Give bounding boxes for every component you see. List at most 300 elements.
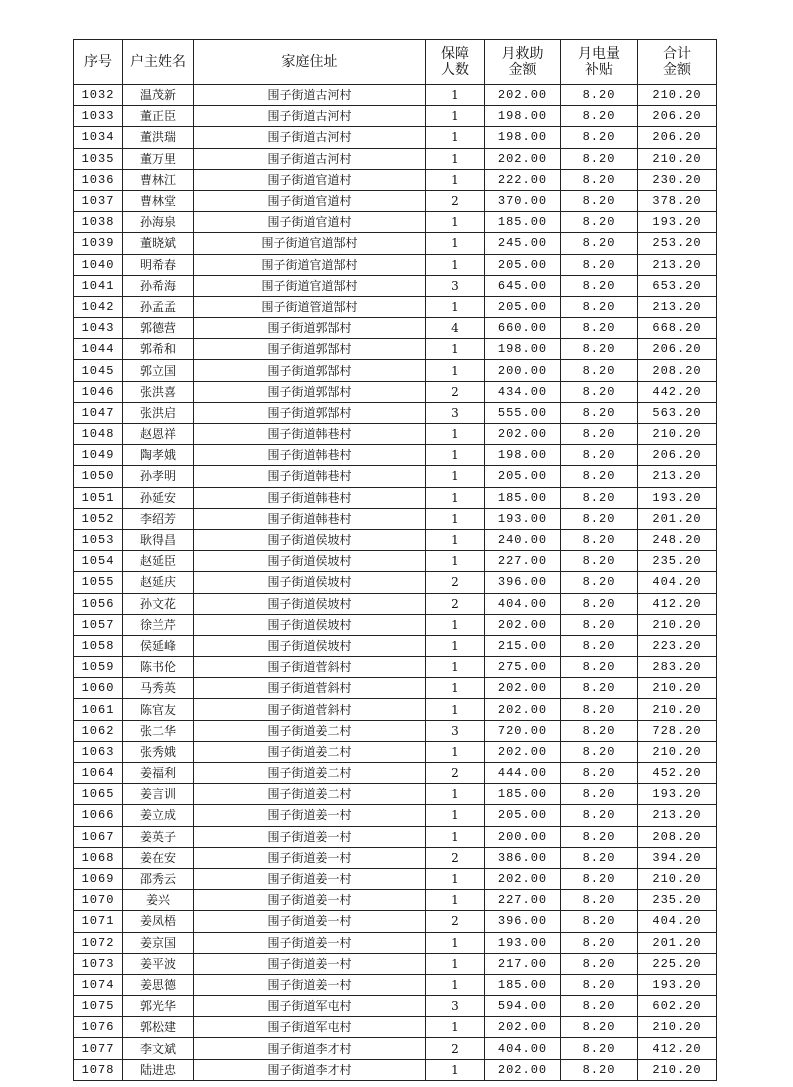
column-header-covered-persons: 保障 人数 <box>426 40 485 85</box>
home-address-cell: 围子街道韩巷村 <box>194 466 426 487</box>
monthly-relief-amount-cell: 386.00 <box>485 847 561 868</box>
table-row <box>74 572 717 593</box>
monthly-relief-amount-cell: 555.00 <box>485 402 561 423</box>
total-amount-cell: 213.20 <box>638 805 717 826</box>
covered-persons-cell: 1 <box>426 657 485 678</box>
table-row <box>74 996 717 1017</box>
covered-persons-cell: 2 <box>426 572 485 593</box>
covered-persons-cell: 1 <box>426 974 485 995</box>
total-amount-cell: 404.20 <box>638 572 717 593</box>
covered-persons-cell: 2 <box>426 190 485 211</box>
home-address-cell: 围子街道姜一村 <box>194 953 426 974</box>
monthly-electricity-subsidy-cell: 8.20 <box>561 593 638 614</box>
monthly-relief-amount-cell: 202.00 <box>485 741 561 762</box>
table-row <box>74 953 717 974</box>
household-head-name-cell: 陈书伦 <box>123 657 194 678</box>
monthly-electricity-subsidy-cell: 8.20 <box>561 614 638 635</box>
household-head-name-cell: 侯延峰 <box>123 635 194 656</box>
serial-number-cell: 1057 <box>74 614 123 635</box>
table-row <box>74 169 717 190</box>
table-row <box>74 657 717 678</box>
household-head-name-cell: 姜福利 <box>123 763 194 784</box>
total-amount-cell: 223.20 <box>638 635 717 656</box>
household-head-name-cell: 孙孝明 <box>123 466 194 487</box>
monthly-relief-amount-cell: 240.00 <box>485 529 561 550</box>
monthly-electricity-subsidy-cell: 8.20 <box>561 402 638 423</box>
serial-number-cell: 1037 <box>74 190 123 211</box>
monthly-relief-amount-cell: 202.00 <box>485 699 561 720</box>
home-address-cell: 围子街道姜一村 <box>194 911 426 932</box>
table-row <box>74 551 717 572</box>
total-amount-cell: 206.20 <box>638 127 717 148</box>
home-address-cell: 围子街道韩巷村 <box>194 424 426 445</box>
household-head-name-cell: 姜京国 <box>123 932 194 953</box>
monthly-electricity-subsidy-cell: 8.20 <box>561 974 638 995</box>
monthly-relief-amount-cell: 720.00 <box>485 720 561 741</box>
covered-persons-cell: 1 <box>426 127 485 148</box>
monthly-relief-amount-cell: 202.00 <box>485 148 561 169</box>
home-address-cell: 围子街道郭郜村 <box>194 381 426 402</box>
total-amount-cell: 602.20 <box>638 996 717 1017</box>
covered-persons-cell: 1 <box>426 424 485 445</box>
serial-number-cell: 1070 <box>74 890 123 911</box>
monthly-relief-amount-cell: 202.00 <box>485 424 561 445</box>
monthly-electricity-subsidy-cell: 8.20 <box>561 932 638 953</box>
household-head-name-cell: 姜言训 <box>123 784 194 805</box>
household-head-name-cell: 董晓斌 <box>123 233 194 254</box>
serial-number-cell: 1032 <box>74 85 123 106</box>
monthly-relief-amount-cell: 205.00 <box>485 466 561 487</box>
serial-number-cell: 1053 <box>74 529 123 550</box>
monthly-relief-amount-cell: 198.00 <box>485 127 561 148</box>
table-row <box>74 784 717 805</box>
home-address-cell: 围子街道侯坡村 <box>194 593 426 614</box>
home-address-cell: 围子街道侯坡村 <box>194 529 426 550</box>
monthly-electricity-subsidy-cell: 8.20 <box>561 339 638 360</box>
covered-persons-cell: 1 <box>426 445 485 466</box>
home-address-cell: 围子街道郭郜村 <box>194 360 426 381</box>
monthly-electricity-subsidy-cell: 8.20 <box>561 847 638 868</box>
household-head-name-cell: 赵延庆 <box>123 572 194 593</box>
serial-number-cell: 1078 <box>74 1059 123 1080</box>
monthly-electricity-subsidy-cell: 8.20 <box>561 529 638 550</box>
covered-persons-cell: 1 <box>426 890 485 911</box>
header-row <box>74 40 717 85</box>
total-amount-cell: 653.20 <box>638 275 717 296</box>
covered-persons-cell: 1 <box>426 466 485 487</box>
home-address-cell: 围子街道姜一村 <box>194 932 426 953</box>
serial-number-cell: 1045 <box>74 360 123 381</box>
home-address-cell: 围子街道古河村 <box>194 106 426 127</box>
total-amount-cell: 668.20 <box>638 318 717 339</box>
covered-persons-cell: 1 <box>426 1017 485 1038</box>
monthly-electricity-subsidy-cell: 8.20 <box>561 657 638 678</box>
total-amount-cell: 193.20 <box>638 212 717 233</box>
serial-number-cell: 1036 <box>74 169 123 190</box>
monthly-electricity-subsidy-cell: 8.20 <box>561 445 638 466</box>
home-address-cell: 围子街道菅斜村 <box>194 699 426 720</box>
table-row <box>74 254 717 275</box>
table-row <box>74 296 717 317</box>
monthly-relief-amount-cell: 227.00 <box>485 551 561 572</box>
monthly-relief-amount-cell: 200.00 <box>485 826 561 847</box>
total-amount-cell: 193.20 <box>638 487 717 508</box>
monthly-relief-amount-cell: 404.00 <box>485 1038 561 1059</box>
table-row <box>74 318 717 339</box>
serial-number-cell: 1058 <box>74 635 123 656</box>
covered-persons-cell: 1 <box>426 635 485 656</box>
monthly-electricity-subsidy-cell: 8.20 <box>561 508 638 529</box>
household-head-name-cell: 姜兴 <box>123 890 194 911</box>
table-body <box>74 85 717 1081</box>
total-amount-cell: 193.20 <box>638 784 717 805</box>
column-header-monthly-relief-amount: 月救助 金额 <box>485 40 561 85</box>
column-header-total-amount: 合计 金额 <box>638 40 717 85</box>
home-address-cell: 围子街道菅斜村 <box>194 657 426 678</box>
monthly-electricity-subsidy-cell: 8.20 <box>561 296 638 317</box>
home-address-cell: 围子街道李才村 <box>194 1059 426 1080</box>
household-head-name-cell: 张洪喜 <box>123 381 194 402</box>
total-amount-cell: 210.20 <box>638 85 717 106</box>
serial-number-cell: 1077 <box>74 1038 123 1059</box>
table-row <box>74 190 717 211</box>
covered-persons-cell: 1 <box>426 85 485 106</box>
serial-number-cell: 1042 <box>74 296 123 317</box>
home-address-cell: 围子街道姜一村 <box>194 847 426 868</box>
table-row <box>74 106 717 127</box>
total-amount-cell: 442.20 <box>638 381 717 402</box>
table-row <box>74 508 717 529</box>
home-address-cell: 围子街道侯坡村 <box>194 635 426 656</box>
monthly-electricity-subsidy-cell: 8.20 <box>561 720 638 741</box>
covered-persons-cell: 1 <box>426 784 485 805</box>
household-head-name-cell: 郭立国 <box>123 360 194 381</box>
household-head-name-cell: 曹林堂 <box>123 190 194 211</box>
serial-number-cell: 1059 <box>74 657 123 678</box>
monthly-relief-amount-cell: 245.00 <box>485 233 561 254</box>
monthly-relief-amount-cell: 594.00 <box>485 996 561 1017</box>
home-address-cell: 围子街道姜二村 <box>194 784 426 805</box>
total-amount-cell: 235.20 <box>638 890 717 911</box>
covered-persons-cell: 1 <box>426 360 485 381</box>
household-head-name-cell: 姜凤梧 <box>123 911 194 932</box>
monthly-electricity-subsidy-cell: 8.20 <box>561 254 638 275</box>
covered-persons-cell: 2 <box>426 381 485 402</box>
home-address-cell: 围子街道官道郜村 <box>194 254 426 275</box>
covered-persons-cell: 2 <box>426 763 485 784</box>
serial-number-cell: 1046 <box>74 381 123 402</box>
home-address-cell: 围子街道姜一村 <box>194 805 426 826</box>
household-head-name-cell: 李绍芳 <box>123 508 194 529</box>
household-head-name-cell: 姜立成 <box>123 805 194 826</box>
table-row <box>74 805 717 826</box>
covered-persons-cell: 1 <box>426 106 485 127</box>
total-amount-cell: 210.20 <box>638 868 717 889</box>
household-head-name-cell: 姜思德 <box>123 974 194 995</box>
monthly-electricity-subsidy-cell: 8.20 <box>561 148 638 169</box>
table-row <box>74 424 717 445</box>
household-head-name-cell: 孙海泉 <box>123 212 194 233</box>
column-header-household-head-name: 户主姓名 <box>123 40 194 85</box>
total-amount-cell: 210.20 <box>638 678 717 699</box>
monthly-relief-amount-cell: 205.00 <box>485 805 561 826</box>
monthly-relief-amount-cell: 202.00 <box>485 678 561 699</box>
serial-number-cell: 1041 <box>74 275 123 296</box>
home-address-cell: 围子街道官道郜村 <box>194 275 426 296</box>
table-row <box>74 127 717 148</box>
covered-persons-cell: 2 <box>426 847 485 868</box>
household-head-name-cell: 姜在安 <box>123 847 194 868</box>
monthly-relief-amount-cell: 645.00 <box>485 275 561 296</box>
total-amount-cell: 253.20 <box>638 233 717 254</box>
home-address-cell: 围子街道侯坡村 <box>194 572 426 593</box>
total-amount-cell: 210.20 <box>638 614 717 635</box>
household-head-name-cell: 孙孟孟 <box>123 296 194 317</box>
home-address-cell: 围子街道军屯村 <box>194 996 426 1017</box>
total-amount-cell: 210.20 <box>638 741 717 762</box>
home-address-cell: 围子街道韩巷村 <box>194 508 426 529</box>
monthly-relief-amount-cell: 227.00 <box>485 890 561 911</box>
monthly-electricity-subsidy-cell: 8.20 <box>561 635 638 656</box>
serial-number-cell: 1048 <box>74 424 123 445</box>
household-head-name-cell: 赵延臣 <box>123 551 194 572</box>
monthly-electricity-subsidy-cell: 8.20 <box>561 85 638 106</box>
home-address-cell: 围子街道姜一村 <box>194 890 426 911</box>
covered-persons-cell: 3 <box>426 402 485 423</box>
home-address-cell: 围子街道官道郜村 <box>194 233 426 254</box>
household-head-name-cell: 孙希海 <box>123 275 194 296</box>
monthly-relief-amount-cell: 217.00 <box>485 953 561 974</box>
home-address-cell: 围子街道郭郜村 <box>194 339 426 360</box>
table-row <box>74 699 717 720</box>
covered-persons-cell: 3 <box>426 720 485 741</box>
monthly-electricity-subsidy-cell: 8.20 <box>561 487 638 508</box>
monthly-electricity-subsidy-cell: 8.20 <box>561 805 638 826</box>
covered-persons-cell: 1 <box>426 741 485 762</box>
covered-persons-cell: 1 <box>426 296 485 317</box>
monthly-electricity-subsidy-cell: 8.20 <box>561 275 638 296</box>
table-row <box>74 275 717 296</box>
serial-number-cell: 1065 <box>74 784 123 805</box>
total-amount-cell: 230.20 <box>638 169 717 190</box>
monthly-electricity-subsidy-cell: 8.20 <box>561 1017 638 1038</box>
household-head-name-cell: 李文斌 <box>123 1038 194 1059</box>
household-head-name-cell: 孙文花 <box>123 593 194 614</box>
monthly-relief-amount-cell: 202.00 <box>485 868 561 889</box>
total-amount-cell: 235.20 <box>638 551 717 572</box>
covered-persons-cell: 1 <box>426 254 485 275</box>
total-amount-cell: 283.20 <box>638 657 717 678</box>
home-address-cell: 围子街道古河村 <box>194 85 426 106</box>
covered-persons-cell: 1 <box>426 148 485 169</box>
table-row <box>74 593 717 614</box>
household-head-name-cell: 张二华 <box>123 720 194 741</box>
serial-number-cell: 1040 <box>74 254 123 275</box>
monthly-relief-amount-cell: 202.00 <box>485 1017 561 1038</box>
table-row <box>74 868 717 889</box>
monthly-relief-amount-cell: 396.00 <box>485 572 561 593</box>
monthly-electricity-subsidy-cell: 8.20 <box>561 190 638 211</box>
monthly-electricity-subsidy-cell: 8.20 <box>561 551 638 572</box>
covered-persons-cell: 4 <box>426 318 485 339</box>
covered-persons-cell: 1 <box>426 932 485 953</box>
table-row <box>74 233 717 254</box>
monthly-relief-amount-cell: 404.00 <box>485 593 561 614</box>
serial-number-cell: 1076 <box>74 1017 123 1038</box>
household-head-name-cell: 董万里 <box>123 148 194 169</box>
home-address-cell: 围子街道姜一村 <box>194 868 426 889</box>
monthly-electricity-subsidy-cell: 8.20 <box>561 1038 638 1059</box>
monthly-relief-amount-cell: 205.00 <box>485 296 561 317</box>
serial-number-cell: 1072 <box>74 932 123 953</box>
covered-persons-cell: 1 <box>426 487 485 508</box>
household-head-name-cell: 孙延安 <box>123 487 194 508</box>
covered-persons-cell: 1 <box>426 212 485 233</box>
monthly-relief-amount-cell: 370.00 <box>485 190 561 211</box>
total-amount-cell: 728.20 <box>638 720 717 741</box>
serial-number-cell: 1054 <box>74 551 123 572</box>
monthly-electricity-subsidy-cell: 8.20 <box>561 996 638 1017</box>
serial-number-cell: 1043 <box>74 318 123 339</box>
monthly-relief-amount-cell: 222.00 <box>485 169 561 190</box>
serial-number-cell: 1038 <box>74 212 123 233</box>
monthly-relief-amount-cell: 444.00 <box>485 763 561 784</box>
monthly-electricity-subsidy-cell: 8.20 <box>561 911 638 932</box>
serial-number-cell: 1049 <box>74 445 123 466</box>
monthly-electricity-subsidy-cell: 8.20 <box>561 678 638 699</box>
monthly-relief-amount-cell: 215.00 <box>485 635 561 656</box>
monthly-relief-amount-cell: 434.00 <box>485 381 561 402</box>
monthly-electricity-subsidy-cell: 8.20 <box>561 169 638 190</box>
serial-number-cell: 1068 <box>74 847 123 868</box>
table-row <box>74 614 717 635</box>
household-head-name-cell: 温茂新 <box>123 85 194 106</box>
column-header-serial-number: 序号 <box>74 40 123 85</box>
table-row <box>74 212 717 233</box>
serial-number-cell: 1067 <box>74 826 123 847</box>
table-row <box>74 932 717 953</box>
home-address-cell: 围子街道官道村 <box>194 190 426 211</box>
monthly-electricity-subsidy-cell: 8.20 <box>561 466 638 487</box>
serial-number-cell: 1039 <box>74 233 123 254</box>
covered-persons-cell: 1 <box>426 233 485 254</box>
home-address-cell: 围子街道李才村 <box>194 1038 426 1059</box>
monthly-electricity-subsidy-cell: 8.20 <box>561 826 638 847</box>
monthly-electricity-subsidy-cell: 8.20 <box>561 868 638 889</box>
covered-persons-cell: 1 <box>426 614 485 635</box>
serial-number-cell: 1034 <box>74 127 123 148</box>
serial-number-cell: 1073 <box>74 953 123 974</box>
serial-number-cell: 1062 <box>74 720 123 741</box>
monthly-electricity-subsidy-cell: 8.20 <box>561 763 638 784</box>
covered-persons-cell: 2 <box>426 593 485 614</box>
total-amount-cell: 206.20 <box>638 339 717 360</box>
covered-persons-cell: 1 <box>426 169 485 190</box>
total-amount-cell: 208.20 <box>638 360 717 381</box>
household-head-name-cell: 邵秀云 <box>123 868 194 889</box>
monthly-relief-amount-cell: 185.00 <box>485 487 561 508</box>
column-header-home-address: 家庭住址 <box>194 40 426 85</box>
serial-number-cell: 1064 <box>74 763 123 784</box>
total-amount-cell: 206.20 <box>638 106 717 127</box>
table-row <box>74 148 717 169</box>
monthly-electricity-subsidy-cell: 8.20 <box>561 890 638 911</box>
home-address-cell: 围子街道古河村 <box>194 148 426 169</box>
monthly-relief-amount-cell: 193.00 <box>485 508 561 529</box>
monthly-electricity-subsidy-cell: 8.20 <box>561 784 638 805</box>
monthly-relief-amount-cell: 396.00 <box>485 911 561 932</box>
total-amount-cell: 210.20 <box>638 1059 717 1080</box>
household-head-name-cell: 姜英子 <box>123 826 194 847</box>
serial-number-cell: 1060 <box>74 678 123 699</box>
monthly-electricity-subsidy-cell: 8.20 <box>561 233 638 254</box>
household-head-name-cell: 董正臣 <box>123 106 194 127</box>
serial-number-cell: 1061 <box>74 699 123 720</box>
monthly-electricity-subsidy-cell: 8.20 <box>561 1059 638 1080</box>
monthly-electricity-subsidy-cell: 8.20 <box>561 127 638 148</box>
total-amount-cell: 210.20 <box>638 424 717 445</box>
household-head-name-cell: 郭光华 <box>123 996 194 1017</box>
total-amount-cell: 213.20 <box>638 254 717 275</box>
serial-number-cell: 1063 <box>74 741 123 762</box>
home-address-cell: 围子街道郭郜村 <box>194 318 426 339</box>
monthly-relief-amount-cell: 198.00 <box>485 445 561 466</box>
total-amount-cell: 225.20 <box>638 953 717 974</box>
serial-number-cell: 1050 <box>74 466 123 487</box>
total-amount-cell: 201.20 <box>638 508 717 529</box>
monthly-electricity-subsidy-cell: 8.20 <box>561 572 638 593</box>
total-amount-cell: 210.20 <box>638 148 717 169</box>
table-row <box>74 339 717 360</box>
household-head-name-cell: 曹林江 <box>123 169 194 190</box>
household-head-name-cell: 徐兰芹 <box>123 614 194 635</box>
home-address-cell: 围子街道古河村 <box>194 127 426 148</box>
table-row <box>74 487 717 508</box>
covered-persons-cell: 1 <box>426 699 485 720</box>
serial-number-cell: 1071 <box>74 911 123 932</box>
monthly-relief-amount-cell: 185.00 <box>485 784 561 805</box>
total-amount-cell: 563.20 <box>638 402 717 423</box>
total-amount-cell: 210.20 <box>638 1017 717 1038</box>
total-amount-cell: 378.20 <box>638 190 717 211</box>
home-address-cell: 围子街道官道村 <box>194 169 426 190</box>
monthly-electricity-subsidy-cell: 8.20 <box>561 212 638 233</box>
home-address-cell: 围子街道姜二村 <box>194 741 426 762</box>
serial-number-cell: 1069 <box>74 868 123 889</box>
household-head-name-cell: 郭松建 <box>123 1017 194 1038</box>
serial-number-cell: 1044 <box>74 339 123 360</box>
serial-number-cell: 1056 <box>74 593 123 614</box>
monthly-electricity-subsidy-cell: 8.20 <box>561 953 638 974</box>
table-row <box>74 360 717 381</box>
table-row <box>74 741 717 762</box>
covered-persons-cell: 1 <box>426 826 485 847</box>
monthly-electricity-subsidy-cell: 8.20 <box>561 741 638 762</box>
covered-persons-cell: 1 <box>426 508 485 529</box>
serial-number-cell: 1074 <box>74 974 123 995</box>
household-head-name-cell: 陆进忠 <box>123 1059 194 1080</box>
covered-persons-cell: 1 <box>426 529 485 550</box>
monthly-relief-amount-cell: 205.00 <box>485 254 561 275</box>
serial-number-cell: 1051 <box>74 487 123 508</box>
monthly-electricity-subsidy-cell: 8.20 <box>561 106 638 127</box>
table-row <box>74 974 717 995</box>
household-head-name-cell: 马秀英 <box>123 678 194 699</box>
serial-number-cell: 1033 <box>74 106 123 127</box>
household-head-name-cell: 陶孝娥 <box>123 445 194 466</box>
table-row <box>74 678 717 699</box>
covered-persons-cell: 1 <box>426 339 485 360</box>
